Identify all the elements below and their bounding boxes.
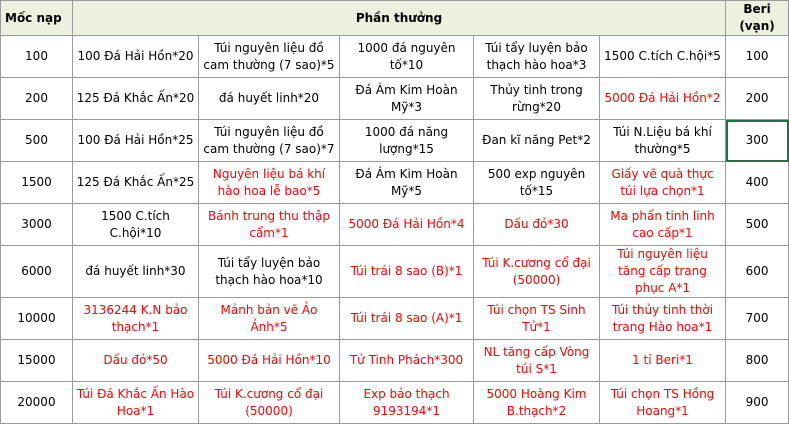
reward-cell[interactable]: 100 Đá Hải Hồn*20	[73, 36, 199, 78]
reward-cell[interactable]: Túi K.cương cổ đại (50000)	[474, 246, 600, 298]
moc-nap-cell[interactable]: 20000	[1, 382, 73, 424]
reward-cell[interactable]: Túi trái 8 sao (B)*1	[340, 246, 474, 298]
reward-cell[interactable]: 5000 Đá Hải Hồn*2	[600, 78, 726, 120]
beri-cell[interactable]: 800	[726, 340, 789, 382]
moc-nap-cell[interactable]: 100	[1, 36, 73, 78]
reward-cell[interactable]: Dấu đỏ*50	[73, 340, 199, 382]
moc-nap-cell[interactable]: 3000	[1, 204, 73, 246]
beri-cell[interactable]: 100	[726, 36, 789, 78]
moc-nap-cell[interactable]: 200	[1, 78, 73, 120]
reward-cell[interactable]: Giấy vẽ quà thực túi lựa chọn*1	[600, 162, 726, 204]
beri-cell[interactable]: 300	[726, 120, 789, 162]
reward-cell[interactable]: 100 Đá Hải Hồn*25	[73, 120, 199, 162]
reward-cell[interactable]: Túi nguyên liệu đồ cam thường (7 sao)*7	[199, 120, 340, 162]
table-row	[1, 298, 789, 340]
reward-cell[interactable]: Đan kĩ năng Pet*2	[474, 120, 600, 162]
beri-cell[interactable]: 900	[726, 382, 789, 424]
moc-nap-cell[interactable]: 6000	[1, 246, 73, 298]
reward-cell[interactable]: 1500 C.tích C.hội*5	[600, 36, 726, 78]
reward-cell[interactable]: Túi chọn TS Hồng Hoang*1	[600, 382, 726, 424]
reward-cell[interactable]: NL tăng cấp Vòng túi S*1	[474, 340, 600, 382]
moc-nap-cell[interactable]: 1500	[1, 162, 73, 204]
header-moc-nap[interactable]: Mốc nạp	[1, 1, 73, 36]
reward-cell[interactable]: 500 exp nguyên tố*15	[474, 162, 600, 204]
reward-cell[interactable]: 5000 Đá Hải Hồn*4	[340, 204, 474, 246]
reward-cell[interactable]: Túi nguyên liệu tăng cấp trang phục A*1	[600, 246, 726, 298]
reward-cell[interactable]: Nguyên liệu bá khí hào hoa lễ bao*5	[199, 162, 340, 204]
reward-cell[interactable]: Túi tẩy luyện bảo thạch hào hoa*10	[199, 246, 340, 298]
beri-cell[interactable]: 700	[726, 298, 789, 340]
reward-cell[interactable]: Túi tẩy luyện bảo thạch hào hoa*3	[474, 36, 600, 78]
moc-nap-cell[interactable]: 15000	[1, 340, 73, 382]
reward-cell[interactable]: 1000 đá nguyên tố*10	[340, 36, 474, 78]
reward-cell[interactable]: Bánh trung thu thập cẩm*1	[199, 204, 340, 246]
reward-cell[interactable]: Thủy tinh trong rừng*20	[474, 78, 600, 120]
reward-cell[interactable]: 1 tỉ Beri*1	[600, 340, 726, 382]
reward-cell[interactable]: đá huyết linh*20	[199, 78, 340, 120]
beri-cell[interactable]: 200	[726, 78, 789, 120]
reward-cell[interactable]: Đá Ám Kim Hoàn Mỹ*3	[340, 78, 474, 120]
table-row	[1, 246, 789, 298]
reward-cell[interactable]: Tử Tinh Phách*300	[340, 340, 474, 382]
reward-cell[interactable]: Đá Ám Kim Hoàn Mỹ*5	[340, 162, 474, 204]
table-row	[1, 204, 789, 246]
reward-cell[interactable]: Túi N.Liệu bá khí thường*5	[600, 120, 726, 162]
reward-cell[interactable]: 1000 đá năng lượng*15	[340, 120, 474, 162]
header-row	[1, 1, 789, 36]
reward-cell[interactable]: 3136244 K.N bảo thạch*1	[73, 298, 199, 340]
reward-cell[interactable]: 125 Đá Khắc Ấn*25	[73, 162, 199, 204]
reward-cell[interactable]: 5000 Đá Hải Hồn*10	[199, 340, 340, 382]
reward-cell[interactable]: 125 Đá Khắc Ấn*20	[73, 78, 199, 120]
reward-cell[interactable]: Túi trái 8 sao (A)*1	[340, 298, 474, 340]
reward-cell[interactable]: Túi nguyên liệu đồ cam thường (7 sao)*5	[199, 36, 340, 78]
header-beri[interactable]: Beri (vạn)	[726, 1, 789, 36]
reward-cell[interactable]: Túi chọn TS Sinh Tử*1	[474, 298, 600, 340]
beri-cell[interactable]: 400	[726, 162, 789, 204]
table-row	[1, 340, 789, 382]
moc-nap-cell[interactable]: 500	[1, 120, 73, 162]
header-phan-thuong[interactable]: Phần thưởng	[73, 1, 726, 36]
reward-cell[interactable]: Ma phấn tinh linh cao cấp*1	[600, 204, 726, 246]
table-row	[1, 120, 789, 162]
table-row	[1, 78, 789, 120]
table-row	[1, 36, 789, 78]
reward-cell[interactable]: Exp bảo thạch 9193194*1	[340, 382, 474, 424]
table-row	[1, 382, 789, 424]
reward-cell[interactable]: Mảnh bản vẽ Ảo Ảnh*5	[199, 298, 340, 340]
beri-cell[interactable]: 500	[726, 204, 789, 246]
table-body	[1, 36, 789, 424]
beri-cell[interactable]: 600	[726, 246, 789, 298]
reward-cell[interactable]: Túi Đá Khắc Ấn Hào Hoa*1	[73, 382, 199, 424]
reward-cell[interactable]: 5000 Hoàng Kim B.thạch*2	[474, 382, 600, 424]
reward-cell[interactable]: 1500 C.tích C.hội*10	[73, 204, 199, 246]
reward-cell[interactable]: đá huyết linh*30	[73, 246, 199, 298]
moc-nap-cell[interactable]: 10000	[1, 298, 73, 340]
reward-cell[interactable]: Dấu đỏ*30	[474, 204, 600, 246]
table-row	[1, 162, 789, 204]
reward-cell[interactable]: Túi thủy tinh thời trang Hào hoa*1	[600, 298, 726, 340]
reward-cell[interactable]: Túi K.cương cổ đại (50000)	[199, 382, 340, 424]
